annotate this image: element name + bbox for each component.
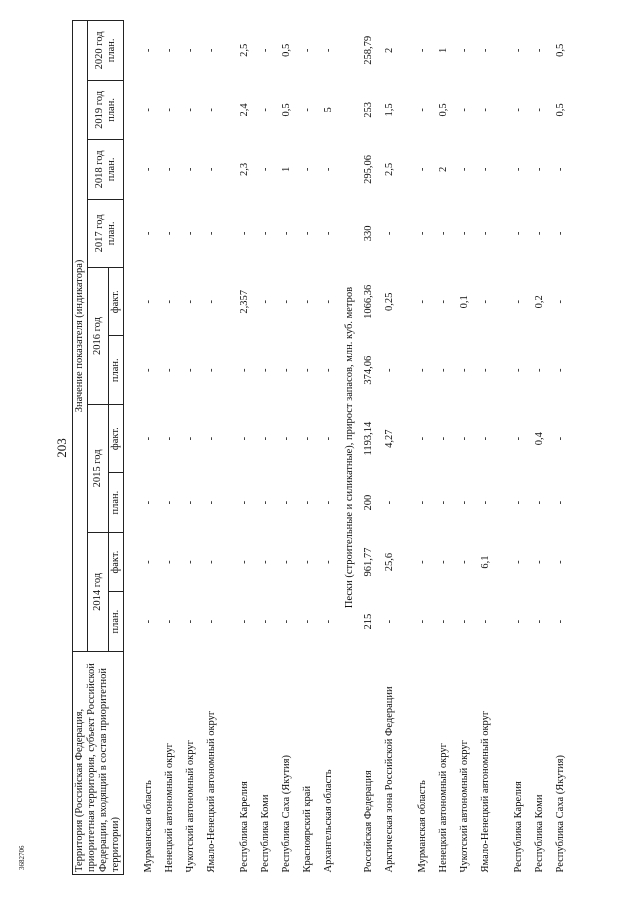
- territory-name: Мурманская область: [417, 780, 429, 873]
- table-row: [458, 21, 479, 875]
- territory-name: Ненецкий автономный округ: [164, 743, 176, 873]
- value-cell: 0,2: [534, 295, 546, 309]
- value-cell: -: [206, 48, 218, 53]
- value-cell: -: [302, 560, 314, 564]
- value-cell: -: [239, 560, 251, 564]
- value-cell: -: [143, 231, 155, 236]
- territory-name: Арктическая зона Российской Федерации: [384, 686, 396, 873]
- value-cell: -: [534, 48, 546, 53]
- header-fact: факт.: [109, 532, 124, 592]
- value-cell: 5: [323, 107, 335, 113]
- value-cell: -: [239, 436, 251, 441]
- header-year-2018: 2018 год план.: [88, 140, 124, 200]
- section-row: [343, 21, 362, 875]
- value-cell: -: [185, 436, 197, 441]
- header-year-2016: 2016 год: [88, 268, 109, 405]
- value-cell: -: [164, 231, 176, 236]
- value-cell: -: [513, 619, 525, 624]
- value-cell: -: [513, 108, 525, 112]
- header-plan: план.: [109, 592, 124, 652]
- table-row: [416, 21, 437, 875]
- value-cell: -: [323, 300, 335, 304]
- value-cell: -: [513, 48, 525, 53]
- value-cell: -: [534, 231, 546, 236]
- value-cell: 2,357: [239, 289, 251, 314]
- table-row: [280, 21, 301, 875]
- value-cell: -: [206, 619, 218, 624]
- value-cell: 374,06: [363, 355, 375, 385]
- value-cell: -: [239, 500, 251, 505]
- value-cell: -: [164, 500, 176, 505]
- value-cell: 2,5: [239, 43, 251, 57]
- value-cell: -: [260, 48, 272, 53]
- value-cell: -: [417, 108, 429, 112]
- value-cell: -: [164, 619, 176, 624]
- value-cell: -: [534, 500, 546, 505]
- territory-name: Республика Карелия: [513, 781, 525, 873]
- value-cell: -: [206, 500, 218, 505]
- value-cell: -: [438, 560, 450, 564]
- value-cell: 1: [281, 166, 293, 173]
- value-cell: -: [513, 436, 525, 441]
- value-cell: -: [417, 48, 429, 53]
- value-cell: -: [323, 48, 335, 53]
- value-cell: -: [206, 436, 218, 441]
- value-cell: -: [143, 48, 155, 53]
- section-title: Пески (строительные и силикатные), прирост запасов, млн. куб. метров: [344, 286, 356, 609]
- value-cell: -: [555, 167, 567, 172]
- value-cell: -: [555, 500, 567, 505]
- header-year-2014: 2014 год: [88, 532, 109, 651]
- value-cell: -: [417, 500, 429, 505]
- value-cell: -: [185, 368, 197, 372]
- value-cell: -: [185, 108, 197, 112]
- value-cell: -: [143, 500, 155, 505]
- value-cell: -: [534, 560, 546, 564]
- document-id: 3682706: [18, 845, 26, 870]
- value-cell: 6,1: [480, 555, 492, 569]
- value-cell: -: [417, 231, 429, 236]
- value-cell: -: [323, 368, 335, 372]
- value-cell: 253: [363, 102, 375, 118]
- table-row: [322, 21, 343, 875]
- value-cell: 0,5: [555, 103, 567, 117]
- value-cell: -: [417, 300, 429, 304]
- table-row: [512, 21, 533, 875]
- value-cell: -: [555, 436, 567, 441]
- value-cell: -: [384, 500, 396, 505]
- value-cell: -: [281, 436, 293, 441]
- table-row: [205, 21, 238, 875]
- value-cell: -: [302, 48, 314, 53]
- value-cell: -: [323, 436, 335, 441]
- value-cell: -: [459, 48, 471, 53]
- value-cell: -: [143, 436, 155, 441]
- value-cell: -: [513, 300, 525, 304]
- table-row: [554, 21, 575, 875]
- value-cell: -: [281, 231, 293, 236]
- value-cell: 258,79: [363, 35, 375, 65]
- header-year-2015: 2015 год: [88, 404, 109, 532]
- value-cell: -: [438, 368, 450, 372]
- value-cell: 2: [438, 166, 450, 173]
- value-cell: -: [459, 500, 471, 505]
- value-cell: -: [239, 368, 251, 372]
- value-cell: -: [459, 560, 471, 564]
- value-cell: -: [513, 500, 525, 505]
- value-cell: -: [384, 619, 396, 624]
- value-cell: -: [480, 48, 492, 53]
- value-cell: 2,3: [239, 162, 251, 176]
- value-cell: -: [206, 560, 218, 564]
- value-cell: -: [480, 108, 492, 112]
- value-cell: -: [513, 167, 525, 172]
- value-cell: -: [459, 436, 471, 441]
- value-cell: 1: [438, 47, 450, 53]
- territory-name: Ямало-Ненецкий автономный округ: [206, 710, 218, 873]
- table-row: [383, 21, 416, 875]
- value-cell: -: [480, 167, 492, 172]
- value-cell: -: [417, 368, 429, 372]
- value-cell: -: [555, 368, 567, 372]
- value-cell: -: [555, 231, 567, 236]
- value-cell: -: [260, 436, 272, 441]
- value-cell: -: [534, 167, 546, 172]
- value-cell: -: [206, 368, 218, 372]
- value-cell: -: [185, 560, 197, 564]
- value-cell: -: [185, 167, 197, 172]
- table-row: [479, 21, 512, 875]
- value-cell: -: [281, 300, 293, 304]
- value-cell: -: [459, 231, 471, 236]
- value-cell: -: [206, 300, 218, 304]
- table-row: [142, 21, 163, 875]
- value-cell: -: [260, 500, 272, 505]
- header-indicator: Значение показателя (индикатора): [73, 21, 88, 652]
- value-cell: -: [513, 560, 525, 564]
- value-cell: -: [480, 368, 492, 372]
- value-cell: 1193,14: [363, 421, 375, 456]
- territory-name: Ненецкий автономный округ: [438, 743, 450, 873]
- header-year-2020: 2020 год план.: [88, 21, 124, 81]
- value-cell: -: [143, 619, 155, 624]
- value-cell: -: [164, 167, 176, 172]
- value-cell: -: [206, 231, 218, 236]
- value-cell: 0,5: [438, 103, 450, 117]
- value-cell: -: [480, 500, 492, 505]
- value-cell: 0,5: [281, 103, 293, 117]
- header-plan: план.: [109, 473, 124, 533]
- value-cell: -: [260, 368, 272, 372]
- value-cell: -: [281, 500, 293, 505]
- value-cell: -: [417, 167, 429, 172]
- value-cell: 961,77: [363, 547, 375, 577]
- value-cell: -: [302, 368, 314, 372]
- territory-name: Чукотский автономный округ: [459, 740, 471, 873]
- value-cell: -: [260, 619, 272, 624]
- value-cell: -: [143, 368, 155, 372]
- header-year-2019: 2019 год план.: [88, 80, 124, 140]
- value-cell: -: [480, 231, 492, 236]
- value-cell: -: [239, 619, 251, 624]
- value-cell: -: [513, 231, 525, 236]
- value-cell: 0,4: [534, 432, 546, 446]
- table-header: [73, 21, 124, 875]
- header-plan: план.: [109, 336, 124, 404]
- value-cell: -: [281, 619, 293, 624]
- value-cell: -: [302, 300, 314, 304]
- value-cell: -: [438, 500, 450, 505]
- value-cell: -: [459, 368, 471, 372]
- value-cell: -: [260, 560, 272, 564]
- value-cell: -: [164, 368, 176, 372]
- header-fact: факт.: [109, 404, 124, 472]
- value-cell: 1,5: [384, 103, 396, 117]
- spacer-row: [124, 21, 143, 875]
- value-cell: -: [260, 167, 272, 172]
- value-cell: -: [143, 167, 155, 172]
- territory-name: Красноярский край: [302, 785, 314, 873]
- table-row: [362, 21, 383, 875]
- value-cell: -: [239, 231, 251, 236]
- table-row: [238, 21, 259, 875]
- value-cell: -: [185, 500, 197, 505]
- value-cell: 2: [384, 47, 396, 53]
- value-cell: 0,1: [459, 295, 471, 309]
- value-cell: -: [480, 436, 492, 441]
- value-cell: -: [164, 560, 176, 564]
- value-cell: -: [438, 619, 450, 624]
- table-body: [124, 21, 576, 875]
- territory-name: Республика Саха (Якутия): [555, 755, 567, 873]
- page-number: 203: [54, 438, 69, 458]
- value-cell: -: [323, 231, 335, 236]
- territory-name: Чукотский автономный округ: [185, 740, 197, 873]
- value-cell: -: [534, 368, 546, 372]
- value-cell: -: [323, 560, 335, 564]
- value-cell: -: [164, 436, 176, 441]
- value-cell: 330: [363, 225, 375, 242]
- value-cell: -: [417, 619, 429, 624]
- table-row: [301, 21, 322, 875]
- table-row: [437, 21, 458, 875]
- value-cell: -: [281, 368, 293, 372]
- value-cell: -: [384, 368, 396, 372]
- territory-name: Ямало-Ненецкий автономный округ: [480, 710, 492, 873]
- value-cell: -: [417, 560, 429, 564]
- value-cell: -: [164, 48, 176, 53]
- value-cell: -: [384, 231, 396, 236]
- value-cell: -: [323, 500, 335, 505]
- value-cell: -: [302, 231, 314, 236]
- table-row: [163, 21, 184, 875]
- value-cell: -: [143, 108, 155, 112]
- value-cell: -: [459, 619, 471, 624]
- value-cell: -: [302, 436, 314, 441]
- territory-name: Республика Саха (Якутия): [281, 755, 293, 873]
- header-territory: Территория (Российская Федерация, приоритетная территория, субъект Российской Федерации, входящий в состав приоритетной территории): [73, 651, 124, 874]
- value-cell: -: [164, 300, 176, 304]
- value-cell: 2,4: [239, 103, 251, 117]
- value-cell: -: [302, 167, 314, 172]
- value-cell: -: [513, 368, 525, 372]
- value-cell: 2,5: [384, 162, 396, 176]
- value-cell: 200: [363, 494, 375, 511]
- table-row: [533, 21, 554, 875]
- value-cell: -: [260, 231, 272, 236]
- value-cell: -: [534, 619, 546, 624]
- value-cell: -: [323, 167, 335, 172]
- value-cell: -: [438, 231, 450, 236]
- value-cell: -: [459, 167, 471, 172]
- value-cell: -: [185, 48, 197, 53]
- value-cell: -: [302, 108, 314, 112]
- value-cell: -: [281, 560, 293, 564]
- value-cell: -: [260, 108, 272, 112]
- value-cell: -: [555, 619, 567, 624]
- value-cell: -: [206, 167, 218, 172]
- value-cell: 0,5: [281, 43, 293, 57]
- value-cell: 0,5: [555, 43, 567, 57]
- header-year-2017: 2017 год план.: [88, 199, 124, 267]
- value-cell: -: [555, 300, 567, 304]
- value-cell: -: [185, 619, 197, 624]
- value-cell: -: [438, 436, 450, 441]
- header-fact: факт.: [109, 268, 124, 336]
- value-cell: 4,27: [384, 429, 396, 448]
- indicator-table: [72, 20, 575, 875]
- value-cell: -: [534, 108, 546, 112]
- table-row: [259, 21, 280, 875]
- territory-name: Республика Коми: [534, 794, 546, 873]
- value-cell: 25,6: [384, 552, 396, 572]
- table-row: [184, 21, 205, 875]
- value-cell: 295,06: [363, 154, 375, 184]
- value-cell: 1066,36: [363, 284, 375, 319]
- value-cell: -: [480, 619, 492, 624]
- value-cell: 0,25: [384, 292, 396, 311]
- value-cell: 215: [363, 613, 375, 630]
- value-cell: -: [143, 560, 155, 564]
- value-cell: -: [302, 619, 314, 624]
- value-cell: -: [143, 300, 155, 304]
- value-cell: -: [164, 108, 176, 112]
- territory-name: Республика Карелия: [239, 781, 251, 873]
- territory-name: Архангельская область: [323, 769, 335, 873]
- value-cell: -: [555, 560, 567, 564]
- value-cell: -: [438, 300, 450, 304]
- territory-name: Республика Коми: [260, 794, 272, 873]
- territory-name: Мурманская область: [143, 780, 155, 873]
- value-cell: -: [323, 619, 335, 624]
- value-cell: -: [185, 231, 197, 236]
- value-cell: -: [480, 300, 492, 304]
- value-cell: -: [459, 108, 471, 112]
- value-cell: -: [260, 300, 272, 304]
- value-cell: -: [185, 300, 197, 304]
- value-cell: -: [417, 436, 429, 441]
- territory-name: Российская Федерация: [363, 770, 375, 873]
- value-cell: -: [206, 108, 218, 112]
- value-cell: -: [302, 500, 314, 505]
- rotated-table-container: [72, 20, 572, 875]
